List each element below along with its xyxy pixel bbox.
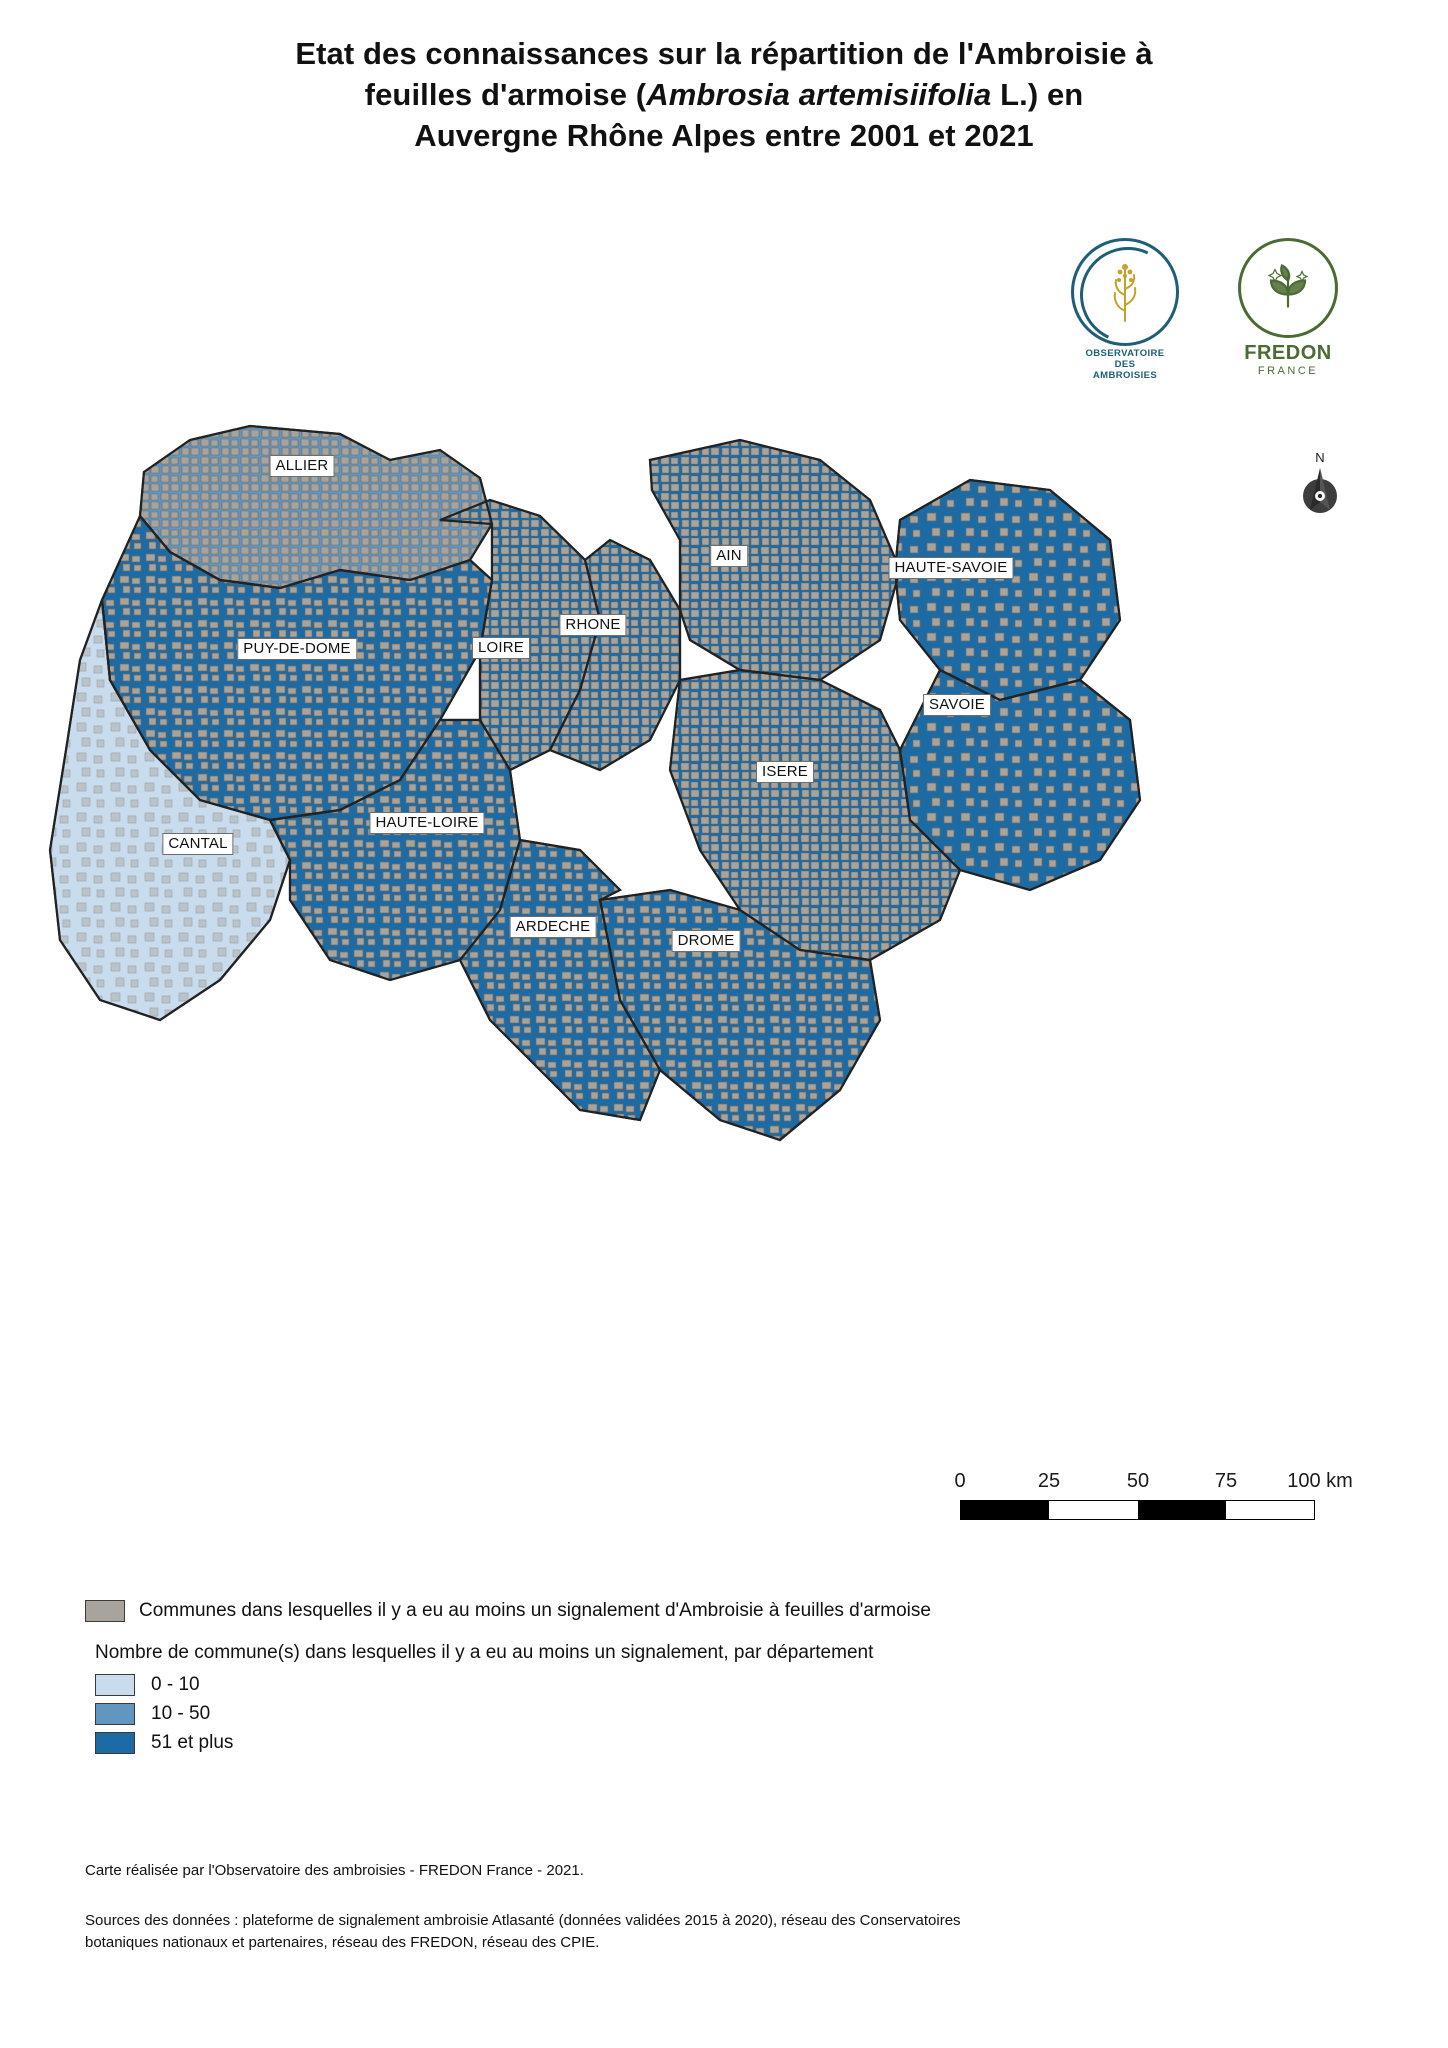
- scale-bar-labels: [954, 1470, 1353, 1496]
- species-name: Ambrosia artemisiifolia: [646, 76, 992, 112]
- observatoire-line-2: DES: [1114, 358, 1136, 370]
- map-canvas[interactable]: [40, 420, 1420, 1470]
- scale-tick-100: 100 km: [1287, 1470, 1353, 1492]
- observatoire-line-1: OBSERVATOIRE: [1085, 348, 1165, 359]
- scale-tick-50: 50: [1126, 1470, 1150, 1492]
- legend-label-communes: Communes dans lesquelles il y a eu au moins un signalement d'Ambroisie à feuilles d'armoise: [139, 1600, 931, 1621]
- logo-group: [1040, 238, 1360, 388]
- legend-label-class-10-50: 10 - 50: [151, 1703, 211, 1724]
- title-line-2: [0, 75, 1448, 116]
- footer-credit: Carte réalisée par l'Observatoire des ambroisies - FREDON France - 2021.: [85, 1862, 584, 1879]
- title-line-2-pre: feuilles d'armoise (: [364, 76, 647, 112]
- scale-bar: [954, 1470, 1353, 1520]
- scale-segment-2: [1049, 1501, 1137, 1519]
- scale-segment-1: [961, 1501, 1049, 1519]
- observatoire-logo-text: [1060, 349, 1190, 382]
- observatoire-line-3: AMBROISIES: [1092, 369, 1158, 381]
- legend-swatch-class-0-10: [95, 1674, 135, 1696]
- title-line-1: Etat des connaissances sur la répartition de l'Ambroisie à: [295, 36, 1153, 71]
- footer-sources-line-1: Sources des données : plateforme de signalement ambroisie Atlasanté (données validées 2015 à 2020), réseau des Conservatoires: [85, 1911, 961, 1929]
- north-arrow-icon: [1297, 466, 1343, 524]
- dept-label-rhone: RHONE: [559, 614, 626, 636]
- dept-label-haute-savoie: HAUTE-SAVOIE: [889, 557, 1014, 579]
- legend-swatch-class-10-50: [95, 1703, 135, 1725]
- fredon-logo-circle: [1238, 238, 1338, 338]
- legend-heading-departments: Nombre de commune(s) dans lesquelles il y a eu au moins un signalement, par département: [95, 1642, 874, 1663]
- legend-swatch-class-51-plus: [95, 1732, 135, 1754]
- fredon-france-logo: [1218, 238, 1358, 377]
- footer-sources-line-2: botaniques nationaux et partenaires, réseau des FREDON, réseau des CPIE.: [85, 1933, 600, 1951]
- ambrosia-plant-icon: [1102, 255, 1148, 330]
- legend-item-class-10-50: [85, 1703, 1375, 1725]
- title-line-2-post: L.) en: [991, 76, 1084, 112]
- scale-tick-75: 75: [1214, 1470, 1238, 1492]
- fredon-logo-sub: FRANCE: [1257, 365, 1319, 377]
- dept-label-allier: ALLIER: [270, 455, 335, 477]
- legend-item-class-51-plus: [85, 1732, 1375, 1754]
- north-arrow-label: N: [1315, 450, 1325, 465]
- page-title: [0, 34, 1448, 157]
- scale-bar-graphic: [960, 1500, 1315, 1520]
- legend-label-class-51-plus: 51 et plus: [151, 1732, 234, 1753]
- legend-label-class-0-10: 0 - 10: [151, 1674, 200, 1695]
- scale-segment-4: [1226, 1501, 1314, 1519]
- dept-label-savoie: SAVOIE: [923, 694, 991, 716]
- dept-label-ardeche: ARDECHE: [510, 916, 597, 938]
- dept-label-puy-de-dome: PUY-DE-DOME: [237, 638, 357, 660]
- fredon-logo-name: FREDON: [1244, 342, 1332, 364]
- leaf-icon: [1253, 251, 1323, 326]
- dept-label-cantal: CANTAL: [162, 833, 233, 855]
- legend-swatch-communes: [85, 1600, 125, 1622]
- dept-label-haute-loire: HAUTE-LOIRE: [369, 812, 484, 834]
- map-legend: [85, 1600, 1375, 1761]
- scale-tick-25: 25: [1037, 1470, 1061, 1492]
- legend-item-class-0-10: [85, 1674, 1375, 1696]
- observatoire-des-ambroisies-logo: [1060, 238, 1190, 382]
- scale-tick-0: 0: [954, 1470, 966, 1492]
- title-line-3: Auvergne Rhône Alpes entre 2001 et 2021: [414, 117, 1034, 153]
- map-footer: [85, 1860, 1375, 1953]
- legend-item-communes: [85, 1600, 1375, 1622]
- observatoire-logo-circle: [1071, 238, 1179, 346]
- north-arrow: [1290, 450, 1350, 529]
- dept-label-isere: ISERE: [756, 761, 814, 783]
- dept-label-ain: AIN: [710, 545, 748, 567]
- scale-segment-3: [1138, 1501, 1226, 1519]
- dept-label-loire: LOIRE: [472, 637, 530, 659]
- dept-label-drome: DROME: [672, 930, 741, 952]
